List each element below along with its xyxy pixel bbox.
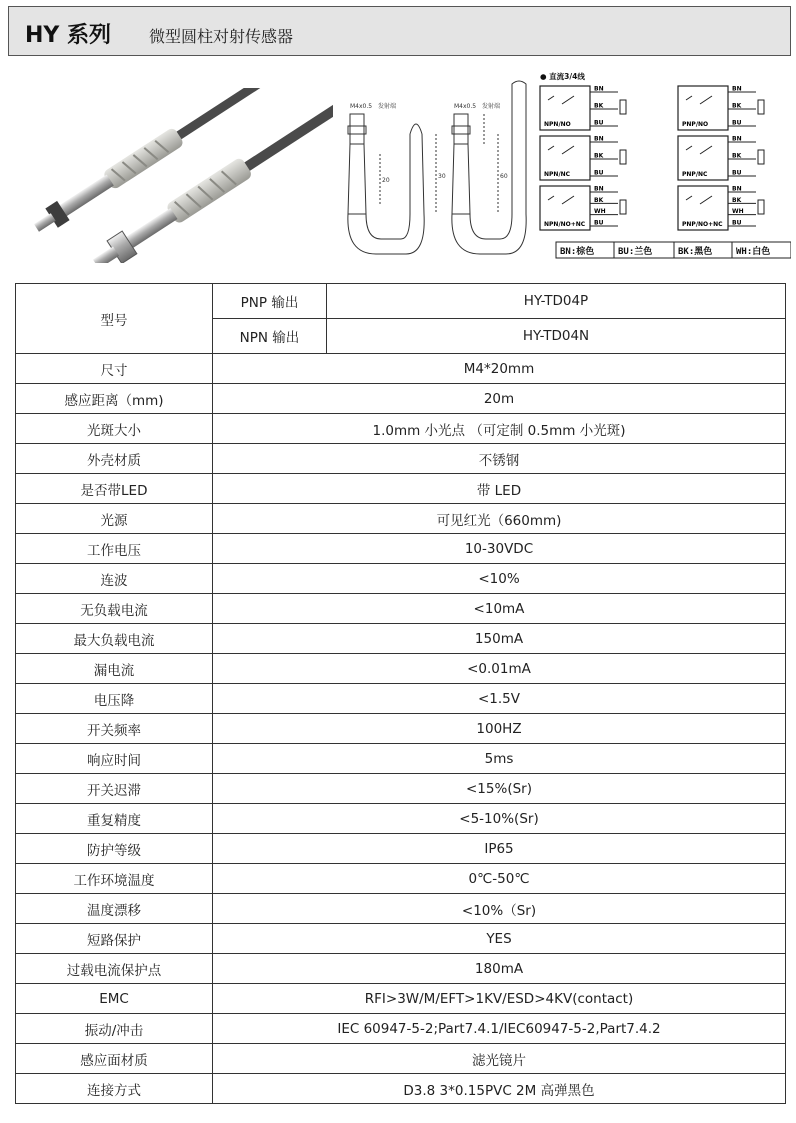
spec-label: 漏电流 — [16, 654, 213, 684]
dim-60: 60 — [500, 173, 508, 180]
spec-value: 0℃-50℃ — [213, 864, 786, 894]
wiring-box-label: NPN/NO — [544, 121, 571, 128]
figures-row — [8, 66, 791, 266]
title-bar — [8, 6, 791, 56]
dim-label-emit: 发射端 — [378, 103, 397, 110]
wire-label: BK — [594, 152, 604, 160]
dim-30: 30 — [438, 173, 446, 180]
table-row — [16, 774, 786, 804]
spec-label: 连波 — [16, 564, 213, 594]
wire-label: BN — [732, 135, 742, 143]
dim-label-emit2: 发射端 — [482, 103, 501, 110]
table-row — [16, 894, 786, 924]
wire-color-legend — [556, 242, 791, 258]
table-row — [16, 834, 786, 864]
dim-label-left: M4x0.5 — [350, 103, 373, 110]
spec-label: 开关频率 — [16, 714, 213, 744]
pnp-label: PNP 输出 — [213, 284, 327, 319]
spec-value: <10mA — [213, 594, 786, 624]
product-photo — [8, 88, 333, 263]
wire-label: WH — [594, 208, 606, 216]
model-label: 型号 — [16, 284, 213, 354]
wiring-box-label: PNP/NO — [682, 121, 709, 128]
spec-value: 1.0mm 小光点 （可定制 0.5mm 小光斑) — [213, 414, 786, 444]
table-row — [16, 984, 786, 1014]
spec-value: 5ms — [213, 744, 786, 774]
spec-value: <10%（Sr) — [213, 894, 786, 924]
table-row — [16, 1044, 786, 1074]
spec-label: 工作环境温度 — [16, 864, 213, 894]
wiring-title: ● 直流3/4线 — [540, 72, 585, 81]
spec-value: YES — [213, 924, 786, 954]
npn-label: NPN 输出 — [213, 319, 327, 354]
table-row — [16, 564, 786, 594]
table-row — [16, 864, 786, 894]
spec-label: 防护等级 — [16, 834, 213, 864]
pnp-value: HY-TD04P — [327, 284, 786, 319]
wire-label: BN — [732, 85, 742, 93]
wiring-box — [678, 86, 764, 131]
wire-label: BU — [594, 119, 604, 127]
dim-label-right: M4x0.5 — [454, 103, 477, 110]
table-row — [16, 804, 786, 834]
table-row — [16, 354, 786, 384]
table-row — [16, 1014, 786, 1044]
spec-label: 电压降 — [16, 684, 213, 714]
spec-label: 响应时间 — [16, 744, 213, 774]
dimension-drawing — [336, 74, 536, 264]
spec-value: IP65 — [213, 834, 786, 864]
legend-bu: BU:兰色 — [618, 247, 653, 257]
spec-value: <15%(Sr) — [213, 774, 786, 804]
spec-value: 可见红光（660mm) — [213, 504, 786, 534]
spec-value: 10-30VDC — [213, 534, 786, 564]
wiring-box-label: PNP/NO+NC — [682, 221, 723, 228]
wire-label: BU — [732, 169, 742, 177]
spec-value: 滤光镜片 — [213, 1044, 786, 1074]
spec-label: 无负载电流 — [16, 594, 213, 624]
table-row — [16, 414, 786, 444]
table-row — [16, 444, 786, 474]
spec-value: D3.8 3*0.15PVC 2M 高弹黑色 — [213, 1074, 786, 1104]
wiring-box-label: NPN/NO+NC — [544, 221, 586, 228]
wire-label: BN — [594, 185, 604, 193]
spec-value: 带 LED — [213, 474, 786, 504]
spec-label: 振动/冲击 — [16, 1014, 213, 1044]
spec-label: 是否带LED — [16, 474, 213, 504]
spec-label: 光源 — [16, 504, 213, 534]
table-row — [16, 594, 786, 624]
table-row — [16, 714, 786, 744]
wire-label: BK — [594, 196, 604, 204]
legend-bk: BK:黑色 — [678, 247, 713, 257]
wire-label: BN — [594, 85, 604, 93]
spec-value: 150mA — [213, 624, 786, 654]
spec-label: 最大负载电流 — [16, 624, 213, 654]
table-row — [16, 954, 786, 984]
spec-value: <5-10%(Sr) — [213, 804, 786, 834]
wiring-box-label: NPN/NC — [544, 171, 571, 178]
legend-bn: BN:棕色 — [560, 247, 595, 257]
spec-value: <0.01mA — [213, 654, 786, 684]
spec-value: IEC 60947-5-2;Part7.4.1/IEC60947-5-2,Part7.4.2 — [213, 1014, 786, 1044]
spec-value: M4*20mm — [213, 354, 786, 384]
spec-label: 短路保护 — [16, 924, 213, 954]
table-row — [16, 924, 786, 954]
spec-value: 20m — [213, 384, 786, 414]
table-row — [16, 384, 786, 414]
table-row — [16, 744, 786, 774]
wire-label: BK — [732, 102, 742, 110]
table-row — [16, 504, 786, 534]
table-row — [16, 474, 786, 504]
spec-value: <10% — [213, 564, 786, 594]
wiring-diagram — [538, 70, 791, 266]
wiring-box — [678, 186, 764, 231]
wire-label: BN — [594, 135, 604, 143]
spec-value: 180mA — [213, 954, 786, 984]
wire-label: BU — [732, 119, 742, 127]
spec-label: 外壳材质 — [16, 444, 213, 474]
spec-value: RFI>3W/M/EFT>1KV/ESD>4KV(contact) — [213, 984, 786, 1014]
wiring-box — [540, 86, 626, 131]
wire-label: BK — [594, 102, 604, 110]
table-row — [16, 684, 786, 714]
wiring-box — [678, 136, 764, 181]
wire-label: WH — [732, 208, 744, 216]
wire-label: BU — [594, 169, 604, 177]
spec-value: <1.5V — [213, 684, 786, 714]
spec-value: 不锈钢 — [213, 444, 786, 474]
table-row — [16, 534, 786, 564]
wiring-box — [540, 136, 626, 181]
spec-label: 连接方式 — [16, 1074, 213, 1104]
spec-label: EMC — [16, 984, 213, 1014]
wire-label: BU — [594, 219, 604, 227]
wire-label: BN — [732, 185, 742, 193]
table-row — [16, 284, 786, 319]
wiring-box — [540, 186, 626, 231]
spec-label: 温度漂移 — [16, 894, 213, 924]
table-row — [16, 654, 786, 684]
wire-label: BK — [732, 196, 742, 204]
wire-label: BU — [732, 219, 742, 227]
npn-value: HY-TD04N — [327, 319, 786, 354]
spec-label: 开关迟滞 — [16, 774, 213, 804]
dim-20: 20 — [382, 177, 390, 184]
table-row — [16, 1074, 786, 1104]
spec-label: 光斑大小 — [16, 414, 213, 444]
spec-label: 尺寸 — [16, 354, 213, 384]
spec-value: 100HZ — [213, 714, 786, 744]
spec-table — [15, 283, 786, 1104]
wire-label: BK — [732, 152, 742, 160]
table-row — [16, 624, 786, 654]
spec-label: 过载电流保护点 — [16, 954, 213, 984]
legend-wh: WH:白色 — [736, 247, 771, 257]
series-title: HY 系列 — [25, 23, 112, 48]
spec-label: 工作电压 — [16, 534, 213, 564]
spec-label: 感应面材质 — [16, 1044, 213, 1074]
spec-label: 重复精度 — [16, 804, 213, 834]
spec-label: 感应距离（mm) — [16, 384, 213, 414]
wiring-box-label: PNP/NC — [682, 171, 708, 178]
product-subtitle: 微型圆柱对射传感器 — [149, 27, 294, 46]
